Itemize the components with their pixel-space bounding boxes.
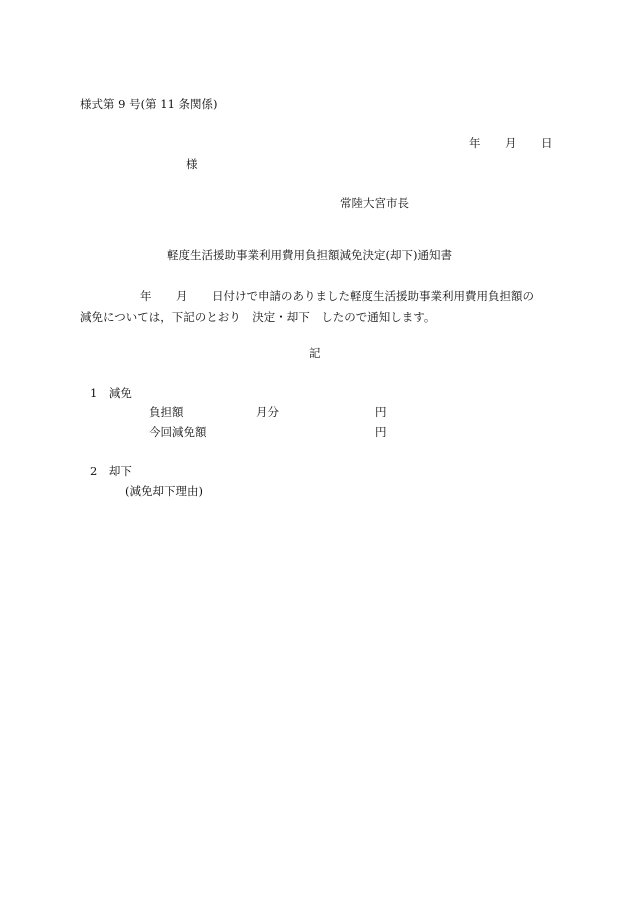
yen-unit-label-1: 円: [375, 405, 387, 419]
month-unit-label: 月分: [256, 405, 279, 419]
ki-heading: 記: [309, 346, 321, 360]
recipient-suffix: 様: [186, 157, 198, 171]
date-year-label: 年: [469, 136, 481, 150]
yen-unit-label-2: 円: [375, 425, 387, 439]
section1-heading: 1 減免: [90, 386, 132, 400]
section2-heading: 2 却下: [90, 464, 132, 478]
form-number: 様式第 9 号(第 11 条関係): [80, 97, 218, 111]
rejection-reason-label: (減免却下理由): [125, 484, 203, 498]
reduction-amount-label: 今回減免額: [149, 425, 207, 439]
issuer-name: 常陸大宮市長: [340, 196, 409, 210]
body-line-1: 日付けで申請のありました軽度生活援助事業利用費用負担額の: [212, 289, 534, 303]
document-title: 軽度生活援助事業利用費用負担額減免決定(却下)通知書: [167, 248, 452, 262]
date-month-label: 月: [505, 136, 517, 150]
body-year-label: 年: [140, 289, 152, 303]
date-day-label: 日: [541, 136, 553, 150]
burden-amount-label: 負担額: [149, 405, 184, 419]
body-line-2: 減免については，下記のとおり 決定・却下 したので通知します。: [80, 310, 436, 324]
body-month-label: 月: [176, 289, 188, 303]
